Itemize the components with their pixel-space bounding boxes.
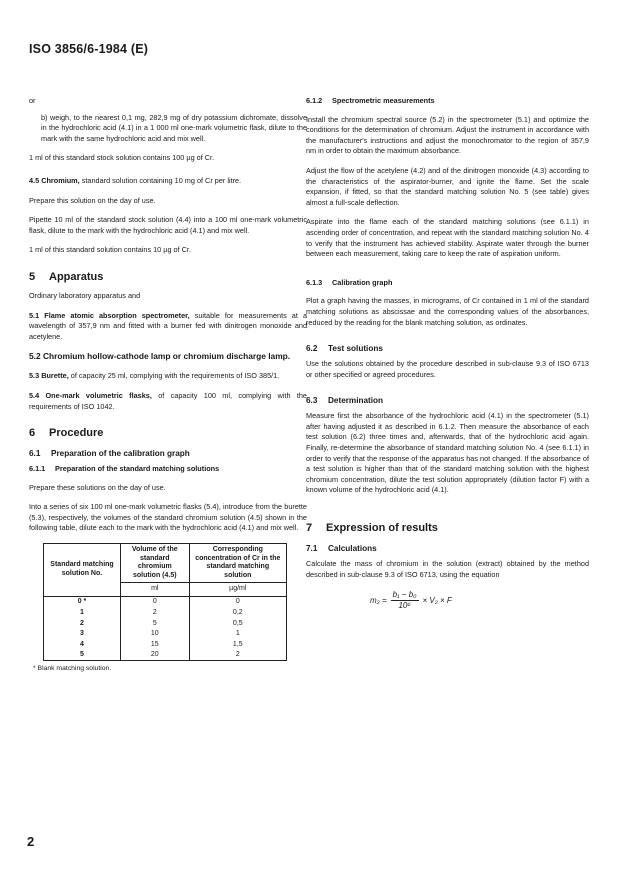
section-6-1-2-title: Spectrometric measurements [332,96,435,105]
section-5-3-number: 5.3 [29,371,40,381]
section-6-1-3-heading [306,278,589,289]
table-header-volume: Volume of the standard chromium solution (4.5) [121,544,190,583]
table-cell-concentration: 0,2 [189,607,286,618]
section-7-1-title: Calculations [328,544,377,554]
section-4-5-title: Chromium, [41,175,80,185]
section-4-5-p2: Pipette 10 ml of the standard stock solution (4.4) into a 100 ml one-mark volumetric flask, dilute to the mark with the hydrochloric acid (4.1) and mix well. [29,215,307,235]
table-cell-number: 2 [44,618,121,629]
section-6-title: Procedure [49,427,104,440]
table-row [44,650,287,661]
section-5-heading [29,271,307,283]
equation-fraction [391,590,419,611]
section-6-1-2-heading [306,96,589,107]
section-5-3-text: of capacity 25 ml, complying with the requirements of ISO 385/1. [70,371,280,381]
equation-rhs: × V₂ × F [422,596,452,606]
section-6-1-1-title: Preparation of the standard matching solutions [55,464,220,474]
section-6-number: 6 [29,427,36,440]
equation [370,590,589,611]
section-4-5 [29,176,307,187]
section-6-1-heading [29,449,307,458]
section-6-2-p1: Use the solutions obtained by the procedure described in sub-clause 9.3 of ISO 6713 or other specified or agreed procedures. [306,359,589,379]
left-column [29,96,307,672]
section-4-5-p3: 1 ml of this standard solution contains 10 µg of Cr. [29,245,191,255]
section-5-1-number: 5.1 [29,310,40,320]
section-6-1-1-number: 6.1.1 [29,464,46,474]
section-6-2-number: 6.2 [306,344,318,354]
table-cell-number: 5 [44,650,121,661]
table-cell-volume: 10 [121,628,190,639]
section-7-1-number: 7.1 [306,544,318,554]
section-5-1-text: suitable for measurements at a wavelength of 357,9 nm and fitted with a burner fed with dinitrogen monoxide and acetylene. [29,310,308,341]
section-6-1-1-heading [29,464,307,475]
table-cell-concentration: 1,5 [189,639,286,650]
section-6-1-number: 6.1 [29,449,41,459]
section-7-title: Expression of results [326,522,438,535]
table-header-number: Standard matching solution No. [44,544,121,597]
section-6-1-2-number: 6.1.2 [306,96,323,105]
table-footnote: * Blank matching solution. [33,665,112,673]
section-6-1-3-number: 6.1.3 [306,277,323,287]
section-5-4-number: 5.4 [29,390,40,400]
section-5-4-text: of capacity 100 ml, complying with the requirements of ISO 1042. [29,390,307,411]
table-unit-concentration: µg/ml [189,583,286,597]
section-4-5-p1: Prepare this solution on the day of use. [29,195,156,205]
table-cell-volume: 2 [121,607,190,618]
section-6-1-3-p1: Plot a graph having the masses, in micrograms, of Cr contained in 1 ml of the standard matching solutions as abscissae and the corresponding values of the absorbances, reduced by the reading for the blank matching solution, as ordinates. [306,296,589,327]
section-4-5-text: standard solution containing 10 mg of Cr per litre. [81,175,242,185]
section-7-1-heading [306,544,589,553]
section-6-1-2-p1: Install the chromium spectral source (5.2) in the spectrometer (5.1) and optimize the conditions for the determination of chromium. Adjust the instrument in accordance with the manufacturer's instructions and adjust the monochromator to the region of 357,9 nm in order to obtain the maximum absorbance. [306,114,589,156]
section-6-1-1-p2: Into a series of six 100 ml one-mark volumetric flasks (5.4), introduce from the burette (5.3), respectively, the volumes of the standard chromium solution (4.5) shown in the following table, dilute each to the mark with the hydrochloric acid (4.1) and mix well. [29,502,307,533]
section-6-1-2-p2: Adjust the flow of the acetylene (4.2) and of the dinitrogen monoxide (4.3) according to the characteristics of the aspirator-burner, and ignite the flame. Set the scale expansion, if fitted, so that the standard matching solution No. 5 (see table) gives almost a full-scale deflection. [306,165,589,207]
table-cell-number: 0 * [44,596,121,607]
section-5-2-title: Chromium hollow-cathode lamp or chromium discharge lamp. [42,351,291,362]
table-cell-number: 4 [44,639,121,650]
section-6-3-title: Determination [328,396,384,406]
equation-lhs: m₂ = [370,596,387,606]
table-cell-concentration: 2 [189,650,286,661]
section-6-1-2-p3: Aspirate into the flame each of the standard matching solutions (see 6.1.1) in ascending order of concentration, and repeat with the standard matching solution No. 4 to verify that the instrument has achieved stability. Aspirate water through the burner between each measurement, taking care to keep the rate of aspiration uniform. [306,217,589,259]
equation-numerator: b₁ − b₀ [392,590,417,600]
table-cell-concentration: 1 [189,628,286,639]
section-5-4-title: One-mark volumetric flasks, [45,390,152,400]
section-6-1-3-title: Calibration graph [332,277,393,287]
page-number: 2 [27,834,35,849]
equation-denominator: 10⁶ [398,601,411,611]
table-cell-volume: 5 [121,618,190,629]
section-4-5-number: 4.5 [29,175,40,185]
table-row [44,607,287,618]
table-row [44,618,287,629]
section-7-heading [306,522,589,534]
standard-matching-table [43,543,287,661]
section-5-3-title: Burette, [41,371,69,381]
table-header-concentration: Corresponding concentration of Cr in the standard matching solution [189,544,286,583]
section-6-3-p1: Measure first the absorbance of the hydrochloric acid (4.1) in the spectrometer (5.1) after having adjusted it as described in 6.1.2. Then measure the absorbance of each test solution (6.2) three times and, afterwards, that of the hydrochloric acid again. Finally, re-determine the absorbance of standard matching solution No. 4 (see 6.1.1) in order to verify that the response of the apparatus has not changed. If the absorbance of a test solution is higher than that of the standard matching solution with the highest chromium concentration, dilute the test solution appropriately (dilution factor F) with a known volume of the hydrochloric acid (4.1). [306,411,589,495]
section-6-3-heading [306,396,589,405]
table-cell-volume: 0 [121,596,190,607]
right-column [306,96,589,611]
section-6-1-1-p1: Prepare these solutions on the day of use. [29,482,166,492]
section-6-heading [29,427,307,439]
section-5-4 [29,391,307,412]
table-unit-volume: ml [121,583,190,597]
section-5-1 [29,311,307,343]
or-text: or [29,96,36,105]
section-6-2-title: Test solutions [328,344,383,354]
table-cell-number: 1 [44,607,121,618]
table-row [44,639,287,650]
table-cell-concentration: 0,5 [189,618,286,629]
section-6-1-title: Preparation of the calibration graph [51,449,190,459]
section-7-number: 7 [306,522,313,535]
section-5-2-number: 5.2 [29,351,41,362]
table-cell-volume: 20 [121,650,190,661]
section-7-1-p1: Calculate the mass of chromium in the solution (extract) obtained by the method described in sub-clause 9.3 of ISO 6713, using the equation [306,559,589,579]
section-6-3-number: 6.3 [306,396,318,406]
section-5-3 [29,371,307,382]
document-header: ISO 3856/6-1984 (E) [29,42,149,56]
section-5-2 [29,351,307,362]
section-6-2-heading [306,344,589,353]
table-row [44,596,287,607]
section-5-intro: Ordinary laboratory apparatus and [29,290,141,300]
option-b-text: b) weigh, to the nearest 0,1 mg, 282,9 mg of dry potassium dichromate, dissolve in the hydrochloric acid (4.1) in a 1 000 ml one-mark volumetric flask, dilute to the mark with the same hydrochloric acid and mix well. [41,112,307,143]
table-cell-concentration: 0 [189,596,286,607]
section-5-title: Apparatus [49,270,104,283]
table-cell-volume: 15 [121,639,190,650]
table-cell-number: 3 [44,628,121,639]
section-5-number: 5 [29,270,36,283]
section-5-1-title: Flame atomic absorption spectrometer, [44,310,190,320]
stock-note: 1 ml of this standard stock solution contains 100 µg of Cr. [29,153,215,163]
table-row [44,628,287,639]
